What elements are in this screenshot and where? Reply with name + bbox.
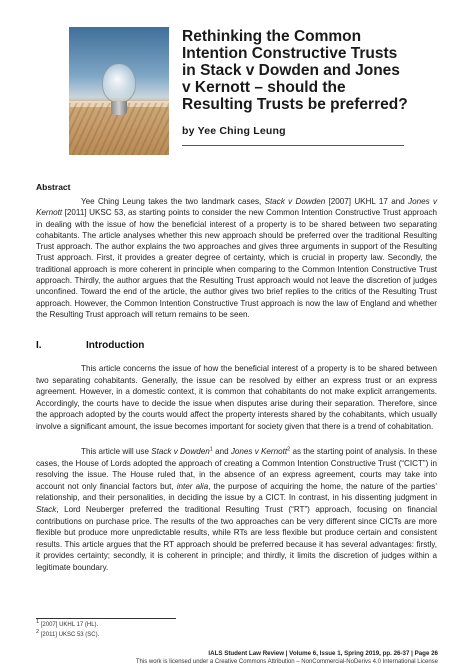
author-byline: by Yee Ching Leung — [182, 125, 286, 137]
case-name: Jones v Kernott — [36, 197, 437, 218]
section-heading — [36, 340, 144, 351]
footnote-ref[interactable]: 2 — [287, 446, 291, 453]
paragraph — [36, 363, 437, 433]
footnote — [36, 619, 99, 628]
footnote-number: 1 — [36, 619, 40, 625]
case-name: Jones v Kernott — [230, 447, 288, 456]
divider — [182, 145, 404, 146]
paragraph — [36, 446, 437, 574]
case-name: Stack v Dowden — [151, 447, 210, 456]
section-number: I. — [36, 340, 42, 351]
paragraph-text: , Lord Neuberger preferred the traditional Resulting Trust (“RT”) approach, focusing on financial contributions on purchase price. The results of the two approaches can be very different since CICTs are more flexible but produce more unpredictable results, while RTs are less flexible but produce certain and consistent results. This article argues that the RT approach should be preferred because it has several advantages: firstly, it provides certainty; secondly, it is coherent in principle; and thirdly, it limits the discretion of judges within a legitimate boundary. — [36, 504, 437, 572]
cover-image — [69, 27, 169, 155]
abstract-part: Yee Ching Leung takes the two landmark cases, — [81, 197, 265, 206]
paragraph-text: This article concerns the issue of how the beneficial interest of a property is to be shared between two separating cohabitants. Generally, the issue can be resolved by either an express trust or an express agreement. However, in a domestic context, it is common that cohabitants do not make explicit arrangements. Accordingly, the courts have to decide the issue when disputes arise during their separation. Therefore, since the approach adopted by the courts would affect the property interests shared by the cohabitants, which usually involve a significant amount, the issue becomes important for society given that there is a trend of cohabitation. — [36, 364, 437, 431]
section-title: Introduction — [86, 340, 145, 351]
journal-footer: IALS Student Law Review | Volume 6, Issue 1, Spring 2019, pp. 26-37 | Page 26 — [208, 650, 438, 657]
paragraph-text: as the starting point of analysis. In these cases, the House of Lords adopted the approach of creating a Common Intention Constructive Trust (“CICT”) in resolving the issue. The House ruled that, in the absence of an express agreement, courts may take into account not only financial factors but, — [36, 447, 437, 491]
lightbulb-base — [111, 101, 127, 115]
footnote-divider — [36, 618, 176, 619]
latin-term: inter alia — [176, 481, 209, 491]
abstract-text — [36, 196, 437, 320]
footnote-number: 2 — [36, 629, 40, 635]
paragraph-text: and — [212, 447, 231, 456]
case-name: Stack — [36, 504, 57, 514]
abstract-heading: Abstract — [36, 182, 71, 192]
abstract-part: [2011] UKSC 53, as starting points to consider the new Common Intention Constructive Trust approach in dealing with the issue of how the beneficial interest of a property is to be shared between two separating cohabitants. The article analyses whether this new approach should be preferred over the traditional Resulting Trust approach. The author explains the two approaches and gives three arguments in support of the Resulting Trust approach. First, it provides a greater degree of certainty, which is crucial in property law. Secondly, the traditional approach is more coherent in principle when comparing to the Common Intention Constructive Trust approach. Thirdly, the author argues that the Resulting Trust approach would not leave the discretion of judges unconfined. Toward the end of the article, the author gives two brief replies to the critics of the Resulting Trust approach. However, the Common Intention Constructive Trust approach is now the law of England and whether the Resulting Trust approach will return remains to be seen. — [36, 208, 437, 319]
footnote — [36, 629, 100, 638]
paragraph-text: , the purpose of acquiring the home, the nature of the parties’ relationship, and their personalities, in deciding the issue by a CICT. In contrast, in his dissenting judgment in — [36, 481, 438, 503]
license-footer[interactable]: This work is licensed under a Creative Commons Attribution – NonCommercial-NoDerivs 4.0 International License — [135, 659, 438, 665]
footnote-text: [2011] UKSC 53 (SC). — [39, 632, 100, 638]
article-title: Rethinking the Common Intention Constructive Trusts in Stack v Dowden and Jones v Kernott – should the Resulting Trusts be preferred? — [182, 28, 408, 113]
lightbulb-icon — [102, 63, 136, 103]
case-name: Stack v Dowden — [264, 197, 326, 206]
abstract-part: [2007] UKHL 17 and — [325, 197, 409, 206]
footnote-text: [2007] UKHL 17 (HL). — [39, 622, 99, 628]
paragraph-text: This article will use — [81, 447, 152, 456]
footnote-ref[interactable]: 1 — [209, 446, 213, 453]
